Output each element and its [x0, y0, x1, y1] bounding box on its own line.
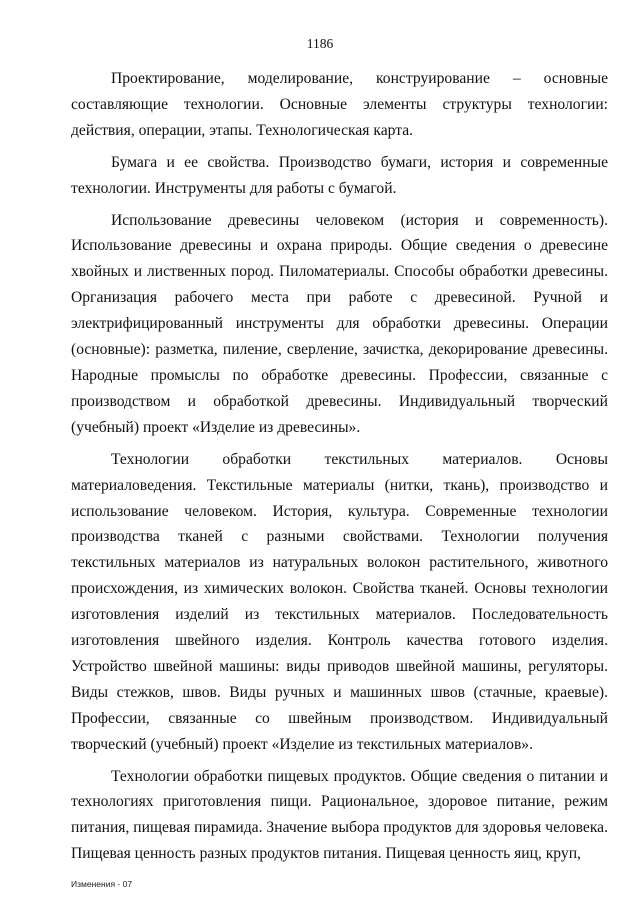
paragraph-food: Технологии обработки пищевых продуктов. Общие сведения о питании и технологиях приготовления пищи. Рациональное, здоровое питание, режим питания, пищевая пирамида. Значение выбора продуктов для здоровья человека. Пищевая ценность разных продуктов питания. Пищевая ценность яиц, круп, — [71, 767, 608, 863]
paragraph-design-modeling: Проектирование, моделирование, конструирование – основные составляющие технологии. Основные элементы структуры технологии: действия, операции, этапы. Технологическая карта. — [71, 70, 608, 139]
document-body — [71, 66, 608, 873]
page-number: 1186 — [306, 36, 334, 51]
footer-revision-note: Изменения - 07 — [71, 879, 133, 889]
paragraph-wood: Использование древесины человеком (история и современность). Использование древесины и охрана природы. Общие сведения о древесине хвойных и лиственных пород. Пиломатериалы. Способы обработки древесины. Организация рабочего места при работе с древесиной. Ручной и электрифицированный инструменты для обработки древесины. Операции (основные): разметка, пиление, сверление, зачистка, декорирование древесины. Народные промыслы по обработке древесины. Профессии, связанные с производством и обработкой древесины. Индивидуальный творческий (учебный) проект «Изделие из древесины». — [71, 211, 608, 436]
paragraph-textiles: Технологии обработки текстильных материалов. Основы материаловедения. Текстильные материалы (нитки, ткань), производство и использование человеком. История, культура. Современные технологии производства тканей с разными свойствами. Технологии получения текстильных материалов из натуральных волокон растительного, животного происхождения, из химических волокон. Свойства тканей. Основы технологии изготовления изделий из текстильных материалов. Последовательность изготовления швейного изделия. Контроль качества готового изделия. Устройство швейной машины: виды приводов швейной машины, регуляторы. Виды стежков, швов. Виды ручных и машинных швов (стачные, краевые). Профессии, связанные со швейным производством. Индивидуальный творческий (учебный) проект «Изделие из текстильных материалов». — [71, 450, 608, 753]
paragraph-paper: Бумага и ее свойства. Производство бумаги, история и современные технологии. Инструменты для работы с бумагой. — [71, 153, 608, 197]
